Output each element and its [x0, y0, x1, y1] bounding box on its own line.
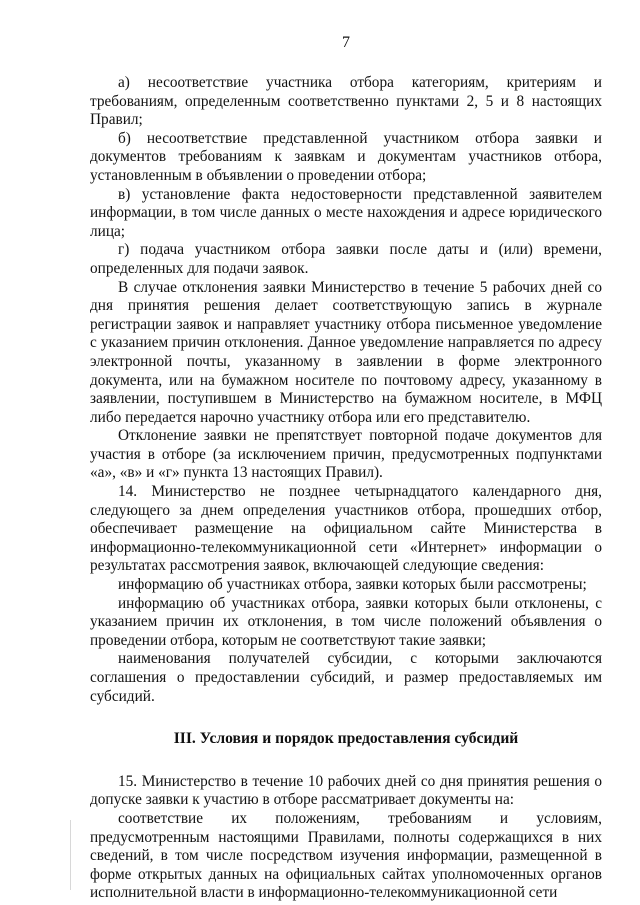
paragraph-compliance-check: соответствие их положениям, требованиям и условиям, предусмотренным настоящими Правилами, полноты содержащихся в них сведений, в том числе посредством изучения информации, размещенной в форме открытых данных на официальных сайтах уполномоченных органов исполнительной власти в информационно-телекоммуникационной сети: [90, 809, 602, 902]
paragraph-rejection-notice: В случае отклонения заявки Министерство в течение 5 рабочих дней со дня принятия решения делает соответствующую запись в журнале регистрации заявок и направляет участнику отбора письменное уведомление с указанием причин отклонения. Данное уведомление направляется по адресу электронной почты, указанному в заявлении в форме электронного документа, или на бумажном носителе по почтовому адресу, указанному в заявлении, поступившем в Министерство на бумажном носителе, в МФЦ либо передается нарочно участнику отбора или его представителю.: [90, 278, 602, 426]
paragraph-resubmission: Отклонение заявки не препятствует повторной подаче документов для участия в отборе (за исключением причин, предусмотренных подпунктами «а», «в» и «г» пункта 13 настоящих Правил).: [90, 427, 602, 482]
paragraph-item-14: 14. Министерство не позднее четырнадцатого календарного дня, следующего за днем определения участников отбора, прошедших отбор, обеспечивает размещение на официальном сайте Министерства в информационно-телекоммуникационной сети «Интернет» информации о результатах рассмотрения заявок, включающей следующие сведения:: [90, 483, 602, 575]
paragraph-subsidy-recipients: наименования получателей субсидии, с которыми заключаются соглашения о предоставлении субсидий, и размер предоставляемых им субсидий.: [90, 650, 602, 705]
paragraphs-before-section: [90, 74, 602, 706]
paragraphs-after-section: [90, 773, 602, 903]
paragraph-subitem-v: в) установление факта недостоверности представленной заявителем информации, в том числе данных о месте нахождения и адресе юридического лица;: [90, 185, 602, 240]
paragraph-subitem-b: б) несоответствие представленной участником отбора заявки и документов требованиям к заявкам и документам участников отбора, установленным в объявлении о проведении отбора;: [90, 129, 602, 184]
page-number: 7: [342, 34, 350, 51]
scan-edge-line: [70, 820, 71, 890]
paragraph-subitem-g: г) подача участником отбора заявки после даты и (или) времени, определенных для подачи заявок.: [90, 241, 602, 277]
paragraph-item-15: 15. Министерство в течение 10 рабочих дней со дня принятия решения о допуске заявки к участию в отборе рассматривает документы на:: [90, 772, 602, 809]
paragraph-rejected-participants: информацию об участниках отбора, заявки которых были отклонены, с указанием причин их отклонения, в том числе положений объявления о проведении отбора, которым не соответствуют такие заявки;: [90, 594, 602, 649]
paragraph-subitem-a: а) несоответствие участника отбора категориям, критериям и требованиям, определенным соответственно пунктами 2, 5 и 8 настоящих Правил;: [90, 74, 602, 129]
paragraph-reviewed-participants: информацию об участниках отбора, заявки которых были рассмотрены;: [118, 576, 587, 594]
section-title: III. Условия и порядок предоставления субсидий: [173, 730, 519, 748]
